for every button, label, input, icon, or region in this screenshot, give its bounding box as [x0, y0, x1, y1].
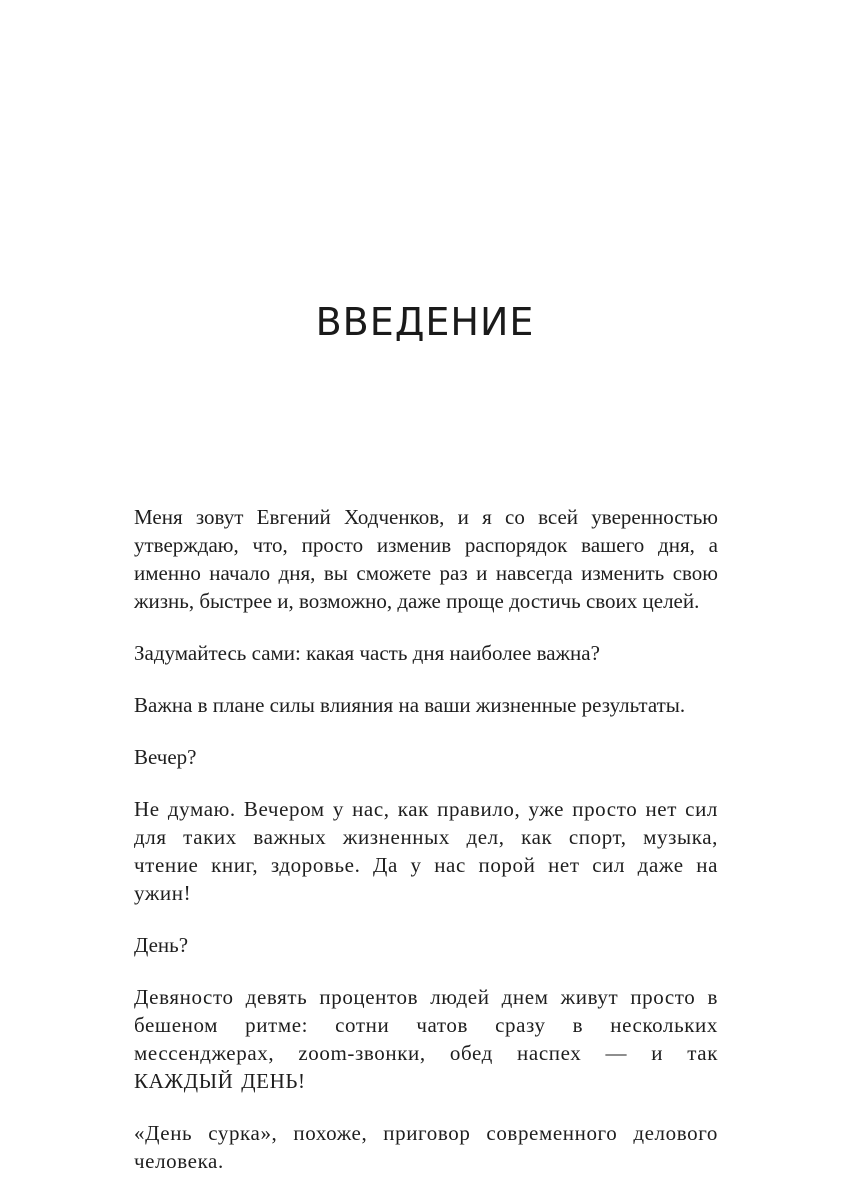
paragraph-intro: Меня зовут Евгений Ходченков, и я со всей уверенностью утверждаю, что, просто изменив распорядок вашего дня, а именно начало дня, вы сможете раз и навсегда изменить свою жизнь, быстрее и, возможно, даже проще достичь своих целей. — [134, 505, 718, 613]
paragraph-clarification: Важна в плане силы влияния на ваши жизненные результаты. — [134, 693, 686, 717]
paragraph-evening-answer: Не думаю. Вечером у нас, как правило, уже просто нет сил для таких важных жизненных дел, как спорт, музыка, чтение книг, здоровье. Да у нас порой нет сил даже на ужин! — [134, 797, 718, 905]
paragraph-day-question: День? — [134, 933, 189, 957]
chapter-body — [134, 503, 718, 1199]
paragraph-day-answer: Девяносто девять процентов людей днем живут просто в бешеном ритме: сотни чатов сразу в нескольких мессенджерах, zoom-звонки, обед наспех — и так КАЖДЫЙ ДЕНЬ! — [134, 985, 718, 1093]
paragraph-question: Задумайтесь сами: какая часть дня наиболее важна? — [134, 641, 600, 665]
chapter-title: ВВЕДЕНИЕ — [315, 300, 535, 344]
paragraph-evening-question: Вечер? — [134, 745, 197, 769]
paragraph-groundhog-day: «День сурка», похоже, приговор современного делового человека. — [134, 1121, 718, 1173]
